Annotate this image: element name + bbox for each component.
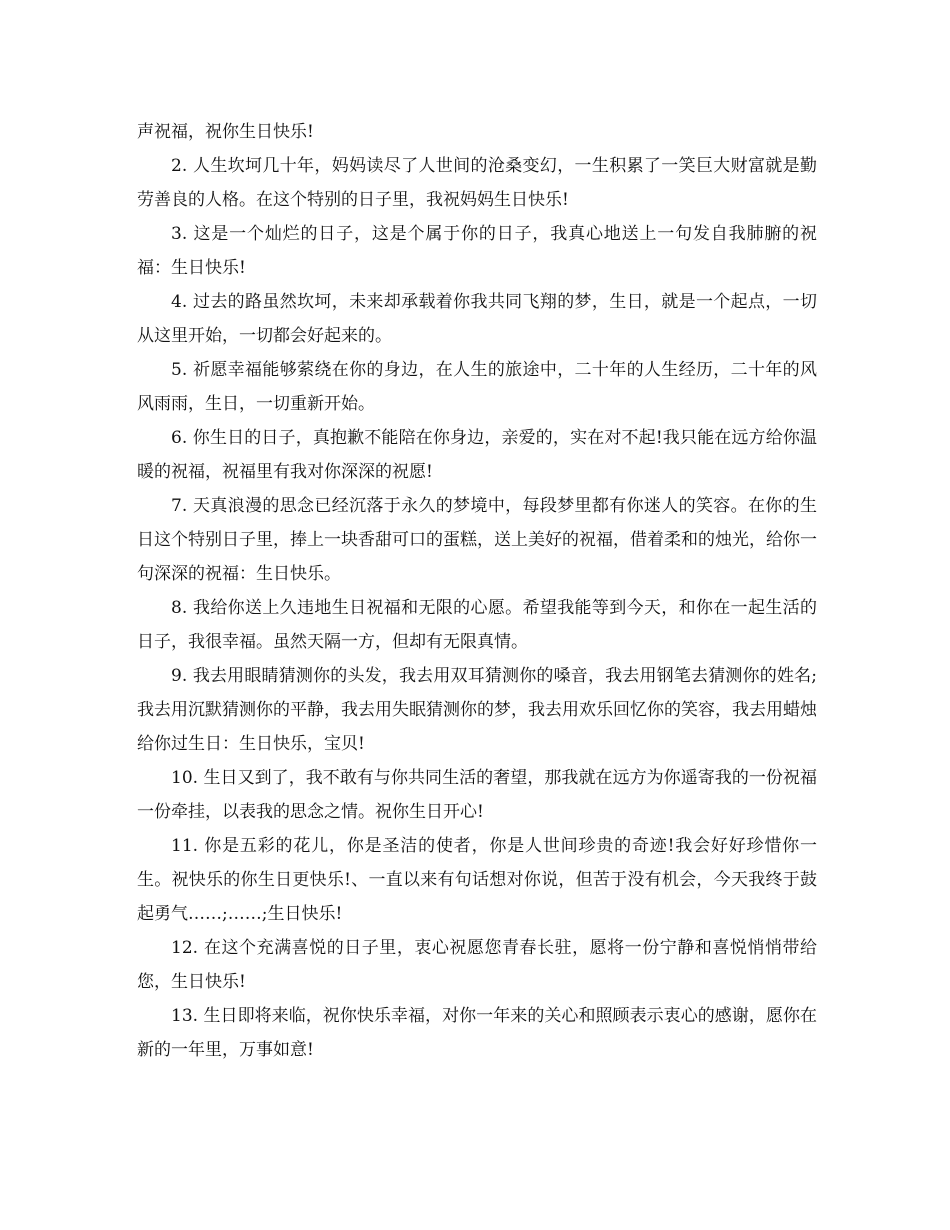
- paragraph-number: 6.: [171, 428, 188, 448]
- paragraph-12: [137, 931, 817, 999]
- paragraph-number: 3.: [171, 224, 188, 244]
- paragraph-9: [137, 659, 817, 761]
- paragraph-2: [137, 149, 817, 217]
- paragraph-3: [137, 217, 817, 285]
- paragraph-11: [137, 829, 817, 931]
- paragraph-text: 声祝福，祝你生日快乐!: [137, 122, 314, 142]
- paragraph-8: [137, 591, 817, 659]
- paragraph-text: 过去的路虽然坎坷，未来却承载着你我共同飞翔的梦，生日，就是一个起点，一切从这里开始，一切都会好起来的。: [137, 292, 817, 346]
- paragraph-text: 这是一个灿烂的日子，这是个属于你的日子，我真心地送上一句发自我肺腑的祝福：生日快乐!: [137, 224, 818, 278]
- paragraph-6: [137, 421, 817, 489]
- paragraph-5: [137, 353, 817, 421]
- paragraph-number: 4.: [171, 292, 188, 312]
- document-body: [137, 115, 817, 1067]
- paragraph-text: 在这个充满喜悦的日子里，衷心祝愿您青春长驻，愿将一份宁静和喜悦悄悄带给您，生日快乐!: [137, 938, 817, 992]
- paragraph-text: 祈愿幸福能够萦绕在你的身边，在人生的旅途中，二十年的人生经历，二十年的风风雨雨，生日，一切重新开始。: [137, 360, 817, 414]
- paragraph-text: 你生日的日子，真抱歉不能陪在你身边，亲爱的，实在对不起!我只能在远方给你温暖的祝福，祝福里有我对你深深的祝愿!: [137, 428, 817, 482]
- paragraph-number: 12.: [171, 938, 199, 958]
- paragraph-number: 9.: [171, 666, 188, 686]
- paragraph-continuation: [137, 115, 817, 149]
- paragraph-13: [137, 999, 817, 1067]
- paragraph-text: 人生坎坷几十年，妈妈读尽了人世间的沧桑变幻，一生积累了一笑巨大财富就是勤劳善良的人格。在这个特别的日子里，我祝妈妈生日快乐!: [137, 156, 817, 210]
- paragraph-7: [137, 489, 817, 591]
- paragraph-text: 生日又到了，我不敢有与你共同生活的奢望，那我就在远方为你遥寄我的一份祝福一份牵挂，以表我的思念之情。祝你生日开心!: [137, 768, 818, 822]
- paragraph-4: [137, 285, 817, 353]
- paragraph-number: 11.: [171, 836, 199, 856]
- paragraph-number: 7.: [171, 496, 188, 516]
- paragraph-number: 8.: [171, 598, 188, 618]
- paragraph-10: [137, 761, 817, 829]
- paragraph-number: 5.: [171, 360, 188, 380]
- paragraph-text: 天真浪漫的思念已经沉落于永久的梦境中，每段梦里都有你迷人的笑容。在你的生日这个特别日子里，捧上一块香甜可口的蛋糕，送上美好的祝福，借着柔和的烛光，给你一句深深的祝福：生日快乐。: [137, 496, 817, 584]
- paragraph-number: 13.: [171, 1006, 199, 1026]
- paragraph-text: 你是五彩的花儿，你是圣洁的使者，你是人世间珍贵的奇迹!我会好好珍惜你一生。祝快乐的你生日更快乐!、一直以来有句话想对你说，但苦于没有机会，今天我终于鼓起勇气……;……;生日快乐!: [137, 836, 817, 924]
- paragraph-number: 2.: [171, 156, 188, 176]
- paragraph-text: 我去用眼睛猜测你的头发，我去用双耳猜测你的嗓音，我去用钢笔去猜测你的姓名;我去用沉默猜测你的平静，我去用失眠猜测你的梦，我去用欢乐回忆你的笑容，我去用蜡烛给你过生日：生日快乐，宝贝!: [137, 666, 817, 754]
- paragraph-number: 10.: [171, 768, 199, 788]
- paragraph-text: 我给你送上久违地生日祝福和无限的心愿。希望我能等到今天，和你在一起生活的日子，我很幸福。虽然天隔一方，但却有无限真情。: [137, 598, 817, 652]
- paragraph-text: 生日即将来临，祝你快乐幸福，对你一年来的关心和照顾表示衷心的感谢，愿你在新的一年里，万事如意!: [137, 1006, 818, 1060]
